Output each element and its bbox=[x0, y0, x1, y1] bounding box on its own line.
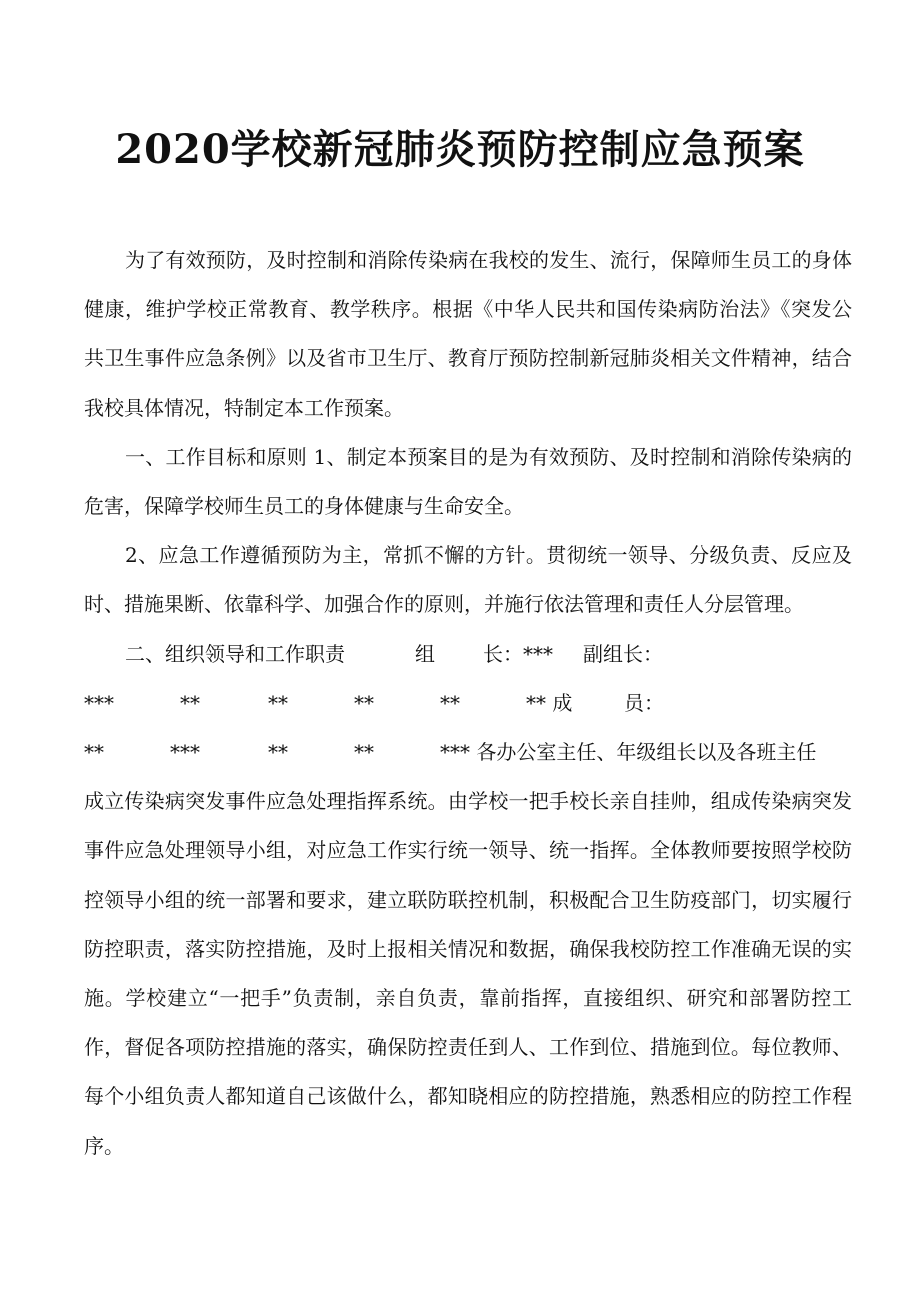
members-label-part1: ** 成 bbox=[526, 690, 573, 715]
org-line-2 bbox=[84, 679, 852, 728]
member-5-and-roles: *** 各办公室主任、年级组长以及各班主任 bbox=[440, 740, 817, 765]
org-heading: 二、组织领导和工作职责 bbox=[125, 641, 345, 666]
member-2: *** bbox=[170, 740, 200, 765]
document-body bbox=[84, 236, 852, 1171]
document-title: 2020学校新冠肺炎预防控制应急预案 bbox=[115, 126, 805, 173]
member-1: ** bbox=[84, 740, 104, 765]
deputy-leader-label: 副组长： bbox=[583, 641, 663, 666]
paragraph-principles: 2、应急工作遵循预防为主，常抓不懈的方针。贯彻统一领导、分级负责、反应及时、措施果断、依靠科学、加强合作的原则，并施行依法管理和责任人分层管理。 bbox=[84, 543, 852, 617]
paragraph-command-system: 成立传染病突发事件应急处理指挥系统。由学校一把手校长亲自挂帅，组成传染病突发事件应急处理领导小组，对应急工作实行统一领导、统一指挥。全体教师要按照学校防控领导小组的统一部署和要求，建立联防联控机制，积极配合卫生防疫部门，切实履行防控职责，落实防控措施，及时上报相关情况和数据，确保我校防控工作准确无误的实施。学校建立“一把手”负责制，亲自负责，靠前指挥，直接组织、研究和部署防控工作，督促各项防控措施的落实，确保防控责任到人、工作到位、措施到位。每位教师、每个小组负责人都知道自己该做什么，都知晓相应的防控措施，熟悉相应的防控工作程序。 bbox=[84, 789, 852, 1158]
deputy-2: ** bbox=[180, 690, 200, 715]
org-line-1 bbox=[84, 630, 852, 679]
deputy-3: ** bbox=[268, 690, 288, 715]
deputy-4: ** bbox=[354, 690, 374, 715]
leader-label-part2: 长：*** bbox=[483, 641, 553, 666]
org-line-3 bbox=[84, 728, 852, 777]
deputy-1: *** bbox=[84, 690, 114, 715]
leader-label-part1: 组 bbox=[415, 641, 435, 666]
member-3: ** bbox=[268, 740, 288, 765]
paragraph-intro: 为了有效预防，及时控制和消除传染病在我校的发生、流行，保障师生员工的身体健康，维护学校正常教育、教学秩序。根据《中华人民共和国传染病防治法》《突发公共卫生事件应急条例》以及省市卫生厅、教育厅预防控制新冠肺炎相关文件精神，结合我校具体情况，特制定本工作预案。 bbox=[84, 248, 852, 420]
deputy-5: ** bbox=[440, 690, 460, 715]
member-4: ** bbox=[354, 740, 374, 765]
paragraph-goals: 一、工作目标和原则 1、制定本预案目的是为有效预防、及时控制和消除传染病的危害，保障学校师生员工的身体健康与生命安全。 bbox=[84, 444, 852, 519]
members-label-part2: 员： bbox=[624, 690, 664, 715]
